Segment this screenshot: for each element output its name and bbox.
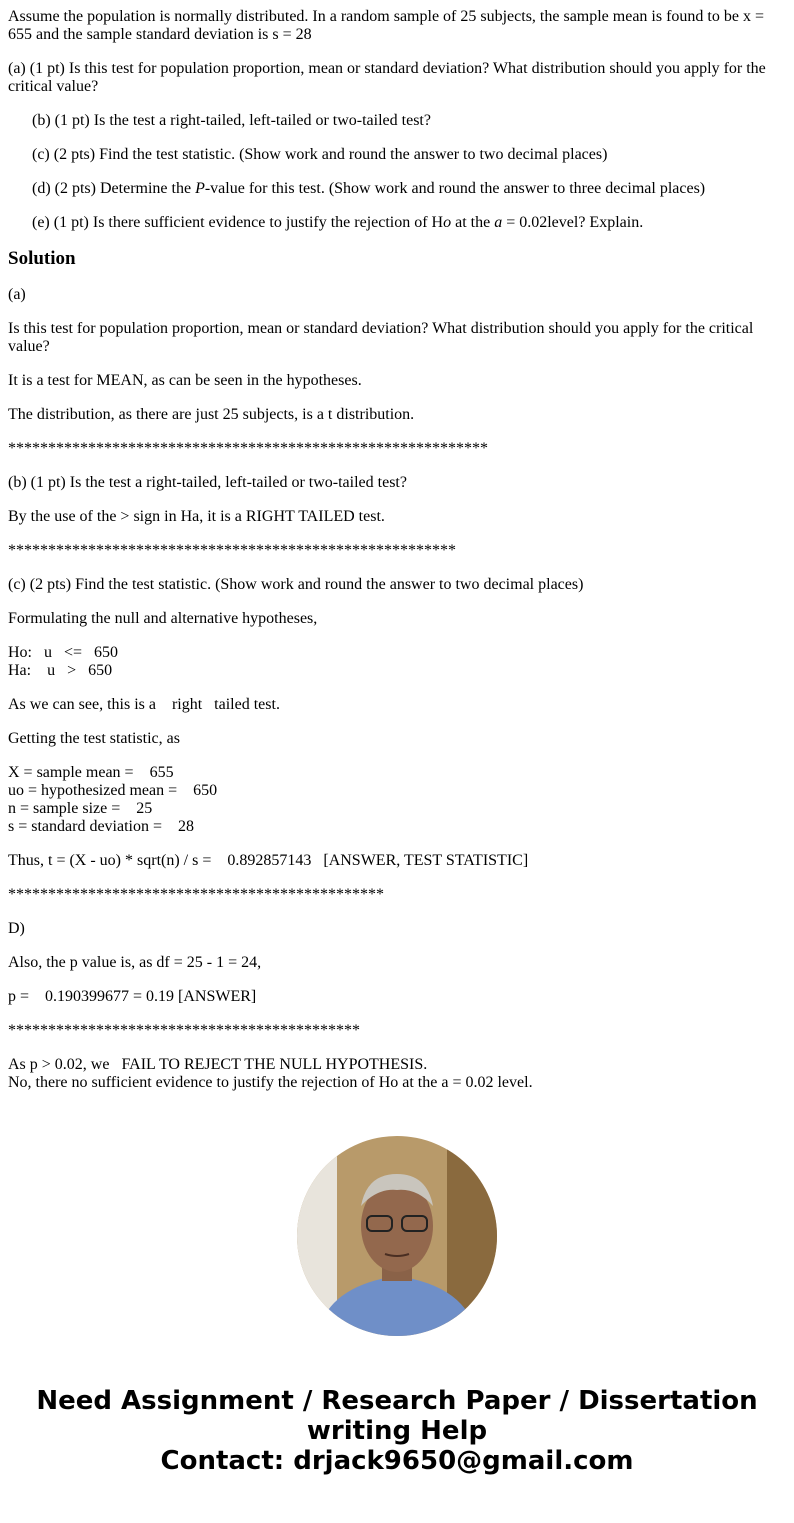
separator: ******************************************** — [8, 1022, 360, 1039]
text: (e) (1 pt) Is there sufficient evidence to justify the rejection of H — [32, 214, 444, 231]
text: (c) (2 pts) Find the test statistic. (Show work and round the answer to two decimal places) — [8, 576, 584, 593]
question-a: (a) (1 pt) Is this test for population proportion, mean or standard deviation? What distribution should you apply for the critical value? — [8, 60, 766, 95]
text: s = standard deviation = 28 — [8, 818, 195, 835]
text: As we can see, this is a right tailed test. — [8, 696, 280, 713]
text: n = sample size = 25 — [8, 800, 153, 817]
question-e — [32, 214, 786, 232]
text: Also, the p value is, as df = 25 - 1 = 24, — [8, 954, 262, 971]
text: (b) (1 pt) Is the test a right-tailed, left-tailed or two-tailed test? — [8, 474, 407, 491]
question-c: (c) (2 pts) Find the test statistic. (Show work and round the answer to two decimal places) — [32, 146, 608, 163]
text: It is a test for MEAN, as can be seen in the hypotheses. — [8, 372, 362, 389]
conclusion — [8, 1056, 786, 1092]
separator: ******************************************************** — [8, 542, 456, 559]
question — [8, 8, 786, 232]
question-intro: Assume the population is normally distributed. In a random sample of 25 subjects, the sample mean is found to be x = 655 and the sample standard deviation is s = 28 — [8, 8, 764, 43]
variables — [8, 764, 786, 836]
author-photo — [297, 1136, 497, 1336]
text: = 0.02level? Explain. — [502, 214, 644, 231]
text: Is this test for population proportion, mean or standard deviation? What distribution should you apply for the critical value? — [8, 320, 754, 355]
text: o — [443, 214, 452, 231]
text: No, there no sufficient evidence to justify the rejection of Ho at the a = 0.02 level. — [8, 1074, 533, 1091]
text: Ho: u <= 650 — [8, 644, 119, 661]
question-d — [32, 180, 786, 198]
text: (d) (2 pts) Determine the — [32, 180, 196, 197]
question-b: (b) (1 pt) Is the test a right-tailed, left-tailed or two-tailed test? — [32, 112, 431, 129]
text: uo = hypothesized mean = 650 — [8, 782, 218, 799]
text: Thus, t = (X - uo) * sqrt(n) / s = 0.892857143 [ANSWER, TEST STATISTIC] — [8, 852, 529, 869]
text: -value for this test. (Show work and round the answer to three decimal places) — [204, 180, 706, 197]
separator: ************************************************************ — [8, 440, 488, 457]
text: As p > 0.02, we FAIL TO REJECT THE NULL HYPOTHESIS. — [8, 1056, 428, 1073]
text: p = 0.190399677 = 0.19 [ANSWER] — [8, 988, 257, 1005]
text: a — [494, 214, 503, 231]
solution-heading: Solution — [8, 248, 76, 269]
promo-banner — [8, 1386, 786, 1476]
text: at the — [451, 214, 495, 231]
solution — [8, 286, 786, 1092]
text: Formulating the null and alternative hypotheses, — [8, 610, 318, 627]
hypotheses — [8, 644, 786, 680]
text: D) — [8, 920, 25, 937]
text: By the use of the > sign in Ha, it is a RIGHT TAILED test. — [8, 508, 385, 525]
text: P — [195, 180, 205, 197]
separator: *********************************************** — [8, 886, 384, 903]
text: The distribution, as there are just 25 subjects, is a t distribution. — [8, 406, 415, 423]
text: (a) — [8, 286, 26, 303]
text: Getting the test statistic, as — [8, 730, 180, 747]
promo-line: Need Assignment / Research Paper / Dissertation writing Help — [36, 1386, 758, 1446]
text: Ha: u > 650 — [8, 662, 113, 679]
text: X = sample mean = 655 — [8, 764, 174, 781]
promo-contact: Contact: drjack9650@gmail.com — [160, 1446, 634, 1476]
